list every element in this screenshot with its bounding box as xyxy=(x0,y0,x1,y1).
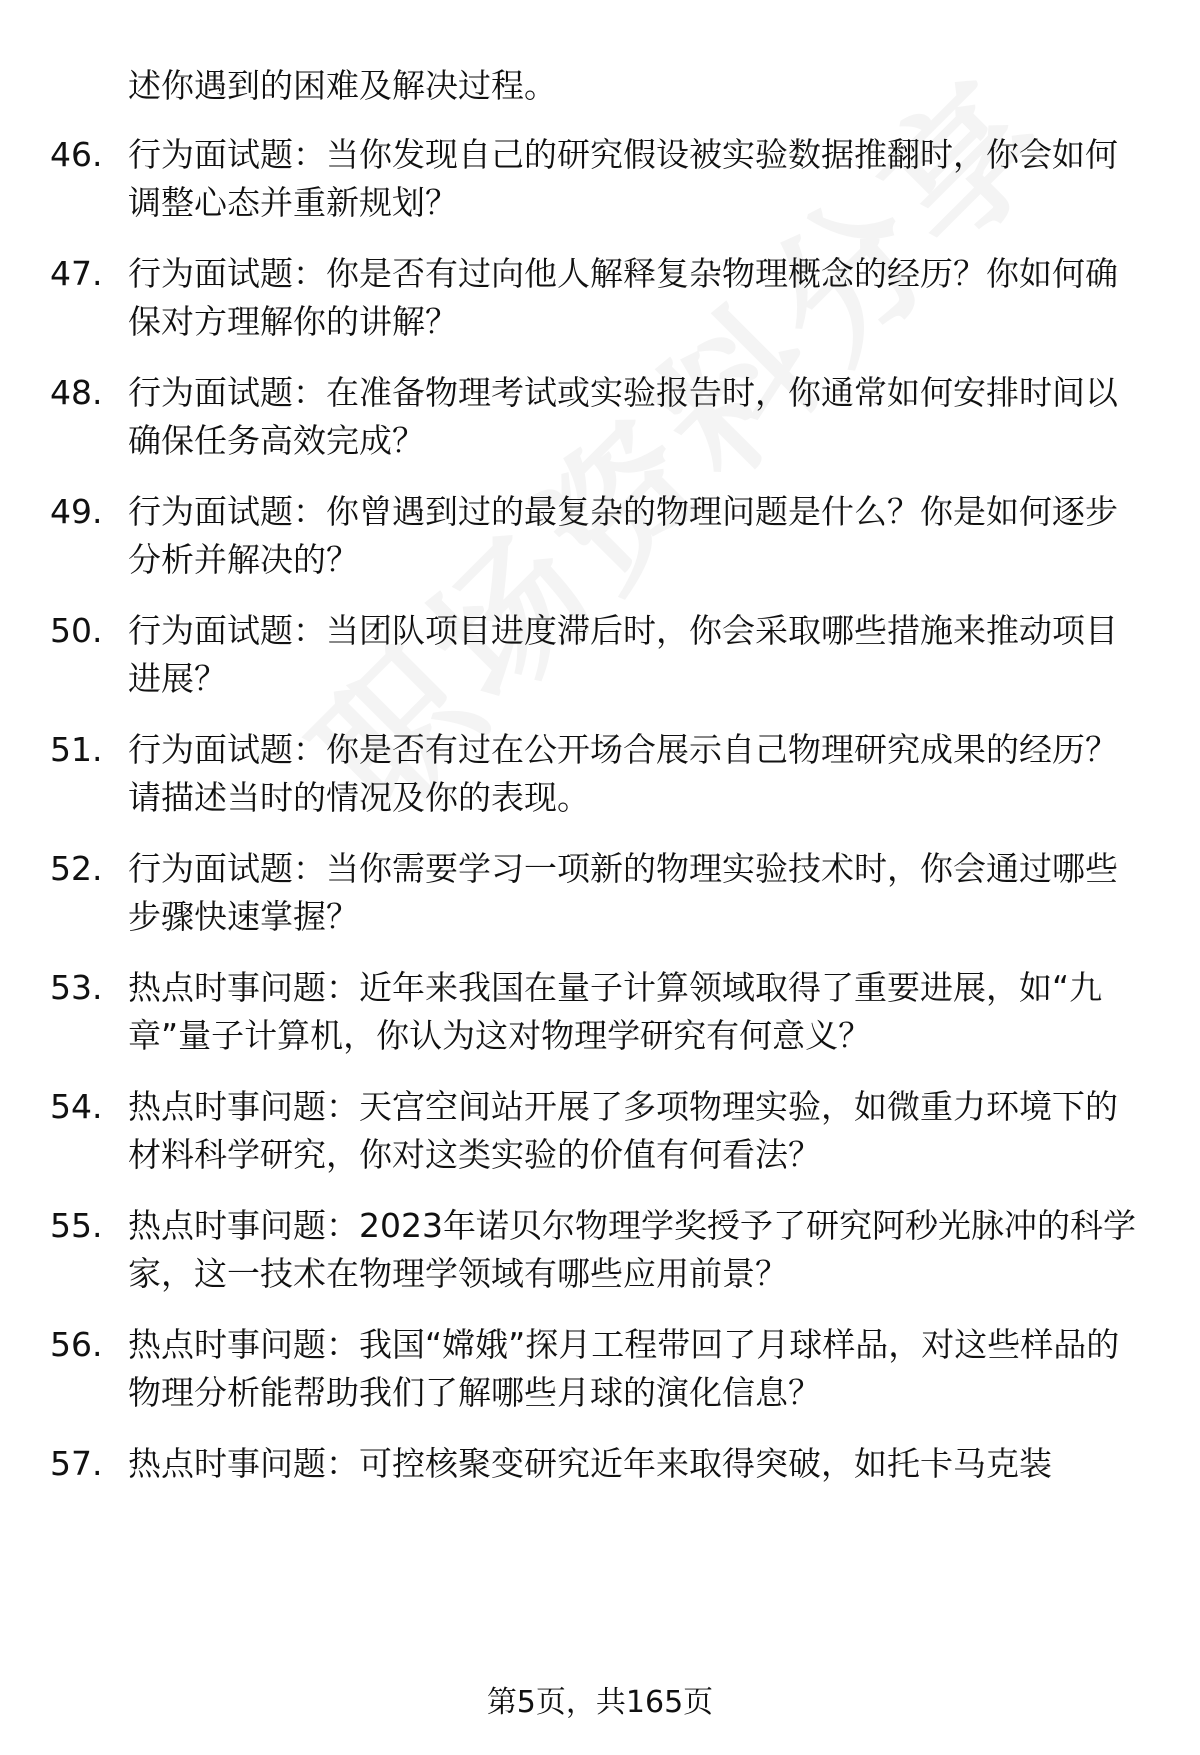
item-text: 热点时事问题：2023年诺贝尔物理学奖授予了研究阿秒光脉冲的科学家，这一技术在物理学领域有哪些应用前景？ xyxy=(128,1206,1136,1293)
item-text: 行为面试题：你是否有过在公开场合展示自己物理研究成果的经历？请描述当时的情况及你的表现。 xyxy=(128,730,1118,817)
item-number: 56. xyxy=(50,1325,103,1364)
list-item xyxy=(50,1440,1150,1488)
item-number: 52. xyxy=(50,849,103,888)
item-number: 51. xyxy=(50,730,103,769)
list-item xyxy=(50,607,1150,703)
item-text: 热点时事问题：近年来我国在量子计算领域取得了重要进展，如“九章”量子计算机，你认为这对物理学研究有何意义？ xyxy=(128,968,1103,1055)
list-item xyxy=(50,1202,1150,1298)
page-footer: 第5页，共165页 xyxy=(486,1685,714,1720)
item-number: 49. xyxy=(50,492,103,531)
item-number: 55. xyxy=(50,1206,103,1245)
continued-text: 述你遇到的困难及解决过程。 xyxy=(128,66,557,105)
item-text: 行为面试题：在准备物理考试或实验报告时，你通常如何安排时间以确保任务高效完成？ xyxy=(128,373,1118,460)
item-text: 热点时事问题：天宫空间站开展了多项物理实验，如微重力环境下的材料科学研究，你对这类实验的价值有何看法？ xyxy=(128,1087,1118,1174)
item-text: 热点时事问题：我国“嫦娥”探月工程带回了月球样品，对这些样品的物理分析能帮助我们了解哪些月球的演化信息？ xyxy=(128,1325,1120,1412)
item-number: 47. xyxy=(50,254,103,293)
item-text: 行为面试题：你是否有过向他人解释复杂物理概念的经历？你如何确保对方理解你的讲解？ xyxy=(128,254,1118,341)
item-text: 热点时事问题：可控核聚变研究近年来取得突破，如托卡马克装 xyxy=(128,1444,1052,1483)
item-text: 行为面试题：当团队项目进度滞后时，你会采取哪些措施来推动项目进展？ xyxy=(128,611,1118,698)
list-item xyxy=(50,131,1150,227)
item-number: 50. xyxy=(50,611,103,650)
item-number: 53. xyxy=(50,968,103,1007)
list-item xyxy=(50,488,1150,584)
item-text: 行为面试题：当你需要学习一项新的物理实验技术时，你会通过哪些步骤快速掌握？ xyxy=(128,849,1118,936)
list-item xyxy=(50,1083,1150,1179)
item-number: 57. xyxy=(50,1444,103,1483)
list-item xyxy=(50,964,1150,1060)
item-text: 行为面试题：你曾遇到过的最复杂的物理问题是什么？你是如何逐步分析并解决的？ xyxy=(128,492,1118,579)
list-item xyxy=(50,250,1150,346)
list-item xyxy=(50,369,1150,465)
item-text: 行为面试题：当你发现自己的研究假设被实验数据推翻时，你会如何调整心态并重新规划？ xyxy=(128,135,1118,222)
item-number: 54. xyxy=(50,1087,103,1126)
list-item xyxy=(50,1321,1150,1417)
item-number: 46. xyxy=(50,135,103,174)
item-number: 48. xyxy=(50,373,103,412)
list-item xyxy=(50,726,1150,822)
list-item xyxy=(50,845,1150,941)
